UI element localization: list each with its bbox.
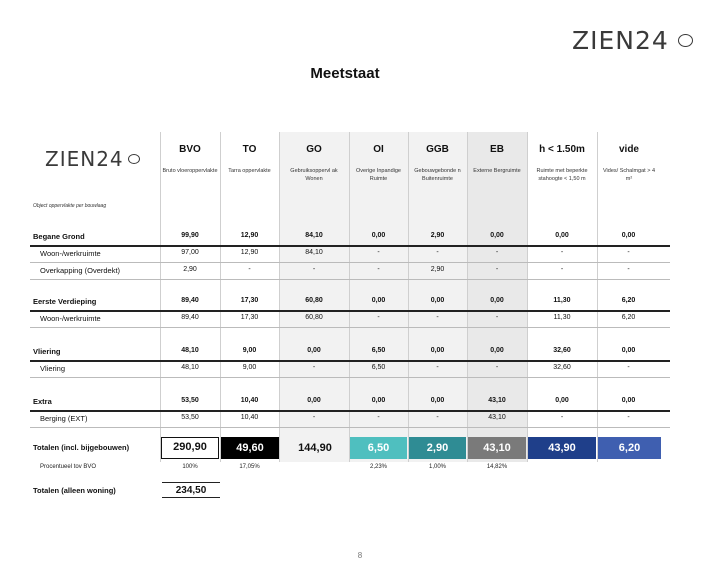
header-vide: vide Vides/ Schalmgat > 4 m²: [602, 144, 656, 182]
table-cell: 9,00: [242, 364, 257, 371]
row-label: Extra: [33, 397, 52, 406]
pct-eb: 14,82%: [486, 464, 508, 470]
table-cell: 89,40: [181, 297, 199, 304]
table-cell: 6,20: [621, 314, 636, 321]
header-ggb: GGB Gebouwgebonde n Buitenruimte: [414, 144, 461, 182]
table-cell: 0,00: [555, 397, 569, 404]
table-cell: -: [495, 266, 499, 273]
total-bvo: 290,90: [161, 437, 219, 459]
table-cell: -: [312, 364, 316, 371]
total-go: 144,90: [298, 442, 332, 454]
table-cell: -: [627, 266, 630, 273]
table-cell: 0,00: [621, 397, 636, 404]
total-eb: 43,10: [468, 437, 526, 459]
table-cell: 6,50: [371, 347, 386, 354]
table-cell: 2,90: [183, 266, 197, 273]
row-label: Woon-/werkruimte: [40, 249, 101, 258]
table-cell: 0,00: [371, 232, 386, 239]
table-cell: -: [312, 266, 316, 273]
woning-label: Totalen (alleen woning): [33, 486, 116, 495]
table-cell: 48,10: [181, 347, 199, 354]
zien24-logo: [572, 26, 669, 55]
table-cell: -: [436, 249, 439, 256]
table-cell: 0,00: [307, 347, 321, 354]
table-cell: -: [436, 414, 439, 421]
table-cell: -: [627, 414, 630, 421]
header-bvo: BVO Bruto vloeroppervlakte: [162, 144, 218, 174]
row-label: Begane Grond: [33, 232, 85, 241]
subnote: Object oppervlakte per bouwlaag: [33, 203, 107, 209]
table-cell: 6,20: [621, 297, 636, 304]
table-row: [30, 262, 670, 279]
table-cell: 84,10: [305, 249, 323, 256]
table-cell: 84,10: [305, 232, 323, 239]
pct-bvo: 100%: [182, 464, 198, 470]
table-cell: 0,00: [371, 397, 386, 404]
table-cell: 0,00: [621, 232, 636, 239]
table-cell: 60,80: [305, 297, 323, 304]
table-cell: 11,30: [553, 297, 571, 304]
pct-to: 17,05%: [239, 464, 260, 470]
table-cell: -: [560, 414, 564, 421]
table-row: [30, 310, 670, 327]
table-cell: 0,00: [371, 297, 386, 304]
table-row: [30, 393, 670, 410]
table-cell: 53,50: [181, 414, 199, 421]
table-cell: 0,00: [430, 347, 445, 354]
table-cell: 48,10: [181, 364, 199, 371]
table-cell: -: [436, 314, 439, 321]
table-cell: 97,00: [181, 249, 199, 256]
table-cell: -: [377, 414, 380, 421]
table-cell: 0,00: [621, 347, 636, 354]
table-cell: -: [627, 364, 630, 371]
table-cell: 43,10: [488, 397, 506, 404]
table-cell: 0,00: [307, 397, 321, 404]
table-cell: 12,90: [240, 249, 259, 256]
table-cell: 60,80: [305, 314, 323, 321]
header-oi: OI Overige Inpandige Ruimte: [356, 144, 401, 182]
table-cell: 9,00: [242, 347, 257, 354]
table-row: [30, 293, 670, 310]
total-to: 49,60: [221, 437, 279, 459]
totals-row: [30, 437, 670, 459]
table-cell: 17,30: [240, 297, 259, 304]
row-divider: [30, 327, 670, 328]
table-cell: 2,90: [430, 232, 445, 239]
row-label: Vliering: [33, 347, 61, 356]
table-cell: -: [627, 249, 630, 256]
logo-text: ZIEN24: [45, 147, 124, 171]
table-cell: 6,50: [371, 364, 386, 371]
table-cell: 0,00: [430, 297, 445, 304]
row-label: Overkapping (Overdekt): [40, 266, 121, 275]
table-cell: -: [495, 314, 499, 321]
table-cell: -: [495, 364, 499, 371]
row-label: Eerste Verdieping: [33, 297, 97, 306]
table-cell: 0,00: [490, 297, 504, 304]
table-cell: -: [377, 249, 380, 256]
table-cell: -: [436, 364, 439, 371]
header-go: GO Gebruiksoppervl ak Wonen: [290, 144, 338, 182]
total-vide: 6,20: [598, 437, 661, 459]
table-cell: 10,40: [240, 414, 259, 421]
table-cell: 17,30: [240, 314, 259, 321]
table-cell: -: [495, 249, 499, 256]
table-cell: 32,60: [553, 364, 571, 371]
header-eb: EB Externe Bergruimte: [473, 144, 521, 174]
table-cell: 99,90: [181, 232, 199, 239]
table-cell: -: [377, 266, 380, 273]
percent-label: Procentueel tov BVO: [40, 464, 97, 470]
table-row: [30, 360, 670, 377]
table-cell: 53,50: [181, 397, 199, 404]
table-cell: 12,90: [240, 232, 259, 239]
table-cell: 89,40: [181, 314, 199, 321]
table-cell: 43,10: [488, 414, 506, 421]
camera-icon: [678, 34, 693, 47]
table-cell: 0,00: [555, 232, 569, 239]
table-cell: 11,30: [553, 314, 571, 321]
table-cell: 0,00: [490, 232, 504, 239]
table-cell: -: [560, 266, 564, 273]
page-number: 8: [357, 551, 363, 560]
pct-ggb: 1,00%: [428, 464, 446, 470]
table-cell: -: [312, 414, 316, 421]
total-ggb: 2,90: [409, 437, 466, 459]
row-label: Vliering: [40, 364, 66, 373]
camera-icon: [128, 154, 140, 164]
row-label: Berging (EXT): [40, 414, 88, 423]
table-cell: 10,40: [240, 397, 259, 404]
woning-total: 234,50: [162, 482, 220, 498]
header-h150: h < 1.50m Ruimte met beperkte stahoogte < 1,50 m: [536, 144, 588, 182]
header-to: TO Tarra oppervlakte: [228, 144, 271, 174]
pct-oi: 2,23%: [369, 464, 387, 470]
table-cell: 32,60: [553, 347, 571, 354]
table-row: [30, 228, 670, 245]
row-label: Woon-/werkruimte: [40, 314, 101, 323]
table-row: [30, 343, 670, 360]
table-cell: 0,00: [490, 347, 504, 354]
table-cell: -: [248, 266, 251, 273]
total-oi: 6,50: [350, 437, 407, 459]
table-cell: -: [377, 314, 380, 321]
table-cell: 0,00: [430, 397, 445, 404]
row-divider: [30, 427, 670, 428]
logo-text: ZIEN24: [572, 26, 669, 55]
zien24-table-logo: [45, 147, 124, 171]
totals-label: Totalen (incl. bijgebouwen): [33, 443, 130, 452]
total-h150: 43,90: [528, 437, 596, 459]
table-cell: 2,90: [430, 266, 445, 273]
table-row: [30, 410, 670, 427]
row-divider: [30, 377, 670, 378]
table-cell: -: [560, 249, 564, 256]
page-title: Meetstaat: [310, 65, 380, 82]
row-divider: [30, 279, 670, 280]
table-row: [30, 245, 670, 262]
